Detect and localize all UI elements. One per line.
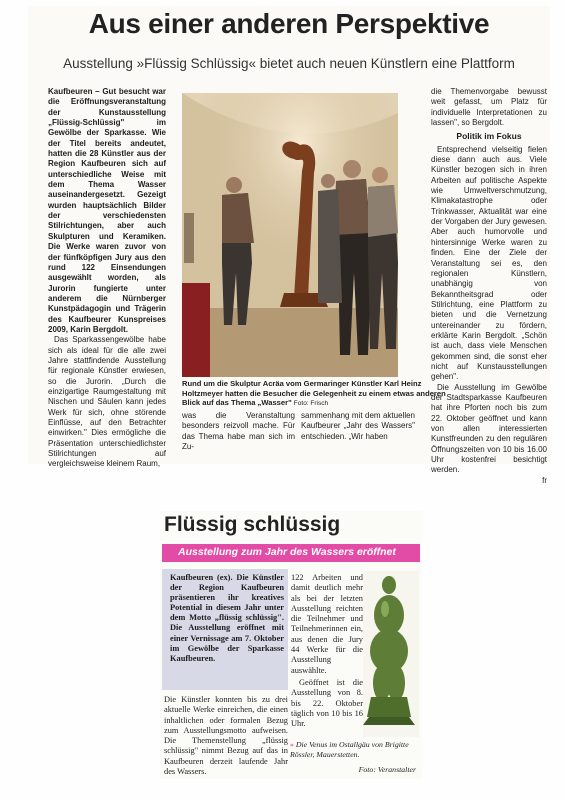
kicker-text: Ausstellung zum Jahr des Wassers eröffnet — [178, 546, 396, 558]
photo-credit: Foto: Veranstalter — [358, 765, 416, 774]
headline: Aus einer anderen Perspektive — [88, 8, 490, 39]
exhibition-photo — [182, 93, 398, 377]
photo-caption: Rund um die Skulptur Acräa vom Germaringer Künstler Karl Heinz Holtzmeyer hatten die Besucher die Gelegenheit zu einem etwas anderen Blick auf das Thema „Wasser" Foto: Frisch — [182, 379, 446, 408]
venus-sculpture-photo — [363, 571, 419, 737]
body-paragraph: Das Sparkassengewölbe habe sich als ideal für die alle zwei Jahre stattfindende Ausstellung für regionale Künstler erwiesen, so die Jurorin. „Durch die einzigartige Raumgestaltung mit Nischen und Säulen kann jedes Werk für sich, ohne störende Einflüsse, auf den Betrachter einwirken." Dies ermögliche die Präsentation unterschiedlichster Stilrichtungen auf vergleichsweise kleinem Raum, — [48, 335, 166, 469]
kicker-band — [162, 544, 420, 562]
article-column-4: die Themenvorgabe bewusst weit gefasst, um Platz für individuelle Interpretationen zu lassen", so Bergdolt. Politik im Fokus Entsprechend vielseitig fielen diese dann auch aus. Viele Künstler bezogen sich in ihren Arbeiten auf politische Aspekte wie Umweltverschmutzung, Klimakatastrophe oder Trinkwasser, Aktualität war eine der Vorgaben der Jury gewesen. Aber auch humorvolle und hintersinnige Werke waren zu finden. Eine der Ziele der Veranstaltung sei es, den regionalen Künstlern, unabhängig von Bekanntheitsgrad oder Stilrichtung, eine Plattform zu bieten und die Vernetzung untereinander zu fördern, erklärte Karin Bergdolt. „Schön ist auch, dass viele Menschen gekommen sind, die sonst eher nicht auf Kunstausstellungen gehen". Die Ausstellung im Gewölbe der Stadtsparkasse Kaufbeuren hat ihre Pforten noch bis zum 22. Oktober geöffnet und kann von allen interessierten Kunstfreunden zu den regulären Öffnungszeiten von 10 bis 16.00 Uhr kostenfrei besichtigt werden. fr — [431, 87, 547, 485]
article-column-2: was die Veranstaltung besonders reizvoll mache. Für das Thema habe man sich im Zu- — [182, 411, 295, 452]
body-column-mid: 122 Arbeiten und damit deutlich mehr als bei der letzten Ausstellung reichten die Teilnehmer und Teilnehmerinnen ein, aus denen die Jury 44 Werke für die Ausstellung auswählte. Geöffnet ist die Ausstellung von 8. bis 22. Oktober täglich von 10 bis 16 Uhr. — [291, 573, 363, 729]
lead-box: Kaufbeuren (ex). Die Künstler der Region Kaufbeuren präsentieren ihr kreatives Potential in diesem Jahr unter dem Motto „flüssig schlüssig". Die Ausstellung eröffnet mit einer Vernissage am 7. Oktober im Gewölbe der Sparkasse Kaufbeuren. — [162, 569, 288, 690]
newspaper-clipping-2 — [160, 511, 422, 779]
body-column-left: Die Künstler konnten bis zu drei aktuelle Werke einreichen, die einen inhaltlichen oder formalen Bezug zum Ausstellungsmotto aufweisen. Die Themenstellung „flüssig schlüssig" nimmt Bezug auf das in Kaufbeuren derzeit laufende Jahr des Wassers. — [164, 695, 288, 777]
subheadline: Ausstellung »Flüssig Schlüssig« bietet auch neuen Künstlern eine Plattform — [63, 56, 515, 71]
headline: Flüssig schlüssig — [164, 513, 341, 536]
author-initials: fr — [542, 475, 547, 485]
article-column-3: sammenhang mit dem aktuellen Kaufbeurer „Jahr des Wassers" entschieden. „Wir haben — [301, 411, 415, 441]
newspaper-clipping-1 — [28, 6, 550, 485]
section-heading: Politik im Fokus — [456, 131, 522, 142]
lead-paragraph: Kaufbeuren – Gut besucht war die Eröffnungsveranstaltung der Kunstausstellung „Flüssig-Schlüssig" im Gewölbe der Sparkasse. Wie der Titel bereits andeutet, hatten die 28 Künstler aus der Region Kaufbeuren sich auf unterschiedliche Weise mit dem Thema Wasser auseinandergesetzt. Gezeigt wurden hauptsächlich Bilder der verschiedensten Stilrichtungen, aber auch Skulpturen und Keramiken. Die Werke waren zuvor von der fünfköpfigen Jury aus den rund 122 Einsendungen ausgewählt worden, als Jurorin fungierte unter anderem die Nürnberger Kunstpädagogin und Trägerin des Kaufbeurer Kunspreises 2009, Karin Bergdolt. — [48, 87, 166, 334]
caption-marker-icon: » — [290, 740, 294, 749]
photo-credit: Foto: Frisch — [293, 400, 329, 408]
article-column-1 — [48, 87, 166, 470]
photo-caption: » Die Venus im Ostallgäu von Brigitte Rössler, Mauerstetten. — [290, 740, 409, 759]
